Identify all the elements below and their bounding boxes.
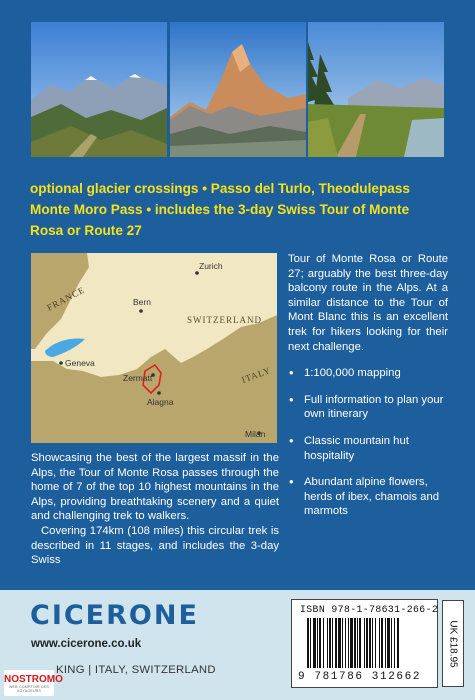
barcode-bar <box>391 618 392 668</box>
barcode-bar <box>329 618 331 668</box>
store-stamp <box>4 670 63 696</box>
barcode-digits: 9 781786 312662 <box>298 671 422 683</box>
barcode-bar <box>350 618 353 668</box>
map-city-milan: Milan <box>245 429 266 439</box>
right-column <box>288 252 448 531</box>
publisher-url: www.cicerone.co.uk <box>31 638 142 650</box>
subtitle <box>30 178 445 241</box>
map-city-zermatt: Zermatt <box>123 373 153 383</box>
trail-river-photo <box>308 22 444 157</box>
feature-item: • Full information to plan your own itinerary <box>288 393 448 422</box>
store-stamp-name: NOSTROMO <box>4 674 63 685</box>
barcode-bar <box>397 618 399 668</box>
barcode-bar <box>323 618 324 668</box>
isbn-label: ISBN 978-1-78631-266-2 <box>300 604 439 615</box>
description-paragraph: Covering 174km (108 miles) this circular trek is described in 11 stages, and includes the 3-day Swiss <box>31 524 279 567</box>
feature-item: • 1:100,000 mapping <box>288 366 448 381</box>
barcode-bar <box>381 618 383 668</box>
subtitle-line: Rosa or Route 27 <box>30 223 142 238</box>
barcode-bar <box>338 618 341 668</box>
barcode-bar <box>379 618 380 668</box>
barcode-bars <box>307 618 430 668</box>
price-label: UK £18.95 <box>447 619 459 668</box>
map-city-zurich: Zurich <box>199 261 223 271</box>
price-box <box>442 600 464 687</box>
map-city-geneva: Geneva <box>65 358 95 368</box>
map-label-italy: ITALY <box>240 365 273 385</box>
barcode-bar <box>385 618 386 668</box>
map-label-switzerland: SWITZERLAND <box>187 315 262 325</box>
barcode-bar <box>310 618 311 668</box>
subtitle-line: Monte Moro Pass • includes the 3-day Swiss Tour of Monte <box>30 202 410 217</box>
map-city-bern: Bern <box>133 297 151 307</box>
barcode-bar <box>357 618 358 668</box>
intro-text: Tour of Monte Rosa or Route 27; arguably the best three-day balcony route in the Alps. At a similar distance to the Tour of Mont Blanc this is an excellent trek for hikers looking for their next challenge. <box>288 253 448 353</box>
feature-list <box>288 366 448 519</box>
feature-item: • Abundant alpine flowers, herds of ibex, chamois and marmots <box>288 475 448 519</box>
barcode-bar <box>387 618 390 668</box>
description-paragraph: Showcasing the best of the largest massif in the Alps, the Tour of Monte Rosa passes through the home of 7 of the top 10 highest mountains in the Alps, providing breathtaking scenery and a quiet and challenging trek to walkers. <box>31 452 279 523</box>
barcode-bar <box>366 618 368 668</box>
barcode-bar <box>313 618 316 668</box>
barcode-bar <box>317 618 318 668</box>
barcode-bar <box>375 618 376 668</box>
matterhorn-peak-photo <box>170 22 306 157</box>
category-line: KING | ITALY, SWITZERLAND <box>56 664 216 676</box>
barcode-bar <box>307 618 309 668</box>
barcode-bar <box>359 618 361 668</box>
barcode-bar <box>364 618 365 668</box>
barcode-bar <box>335 618 337 668</box>
store-stamp-tag: WEB COMPTOIR DES VOYAGEURS <box>8 685 50 693</box>
barcode-bar <box>327 618 328 668</box>
feature-item: • Classic mountain hut hospitality <box>288 434 448 463</box>
barcode-bar <box>372 618 373 668</box>
description <box>31 451 279 568</box>
valley-view-photo <box>31 22 167 157</box>
publisher-logo: CICERONE <box>30 600 199 631</box>
barcode-bar <box>345 618 346 668</box>
route-map <box>31 253 277 443</box>
barcode-bar <box>319 618 321 668</box>
barcode-bar <box>394 618 395 668</box>
map-city-alagna: Alagna <box>147 397 174 407</box>
barcode-bar <box>332 618 333 668</box>
map-label-france: FRANCE <box>45 284 87 313</box>
barcode-bar <box>354 618 356 668</box>
barcode-bar <box>369 618 371 668</box>
barcode-bar <box>342 618 343 668</box>
subtitle-line: optional glacier crossings • Passo del Turlo, Theodulepass <box>30 181 410 196</box>
barcode-bar <box>348 618 349 668</box>
